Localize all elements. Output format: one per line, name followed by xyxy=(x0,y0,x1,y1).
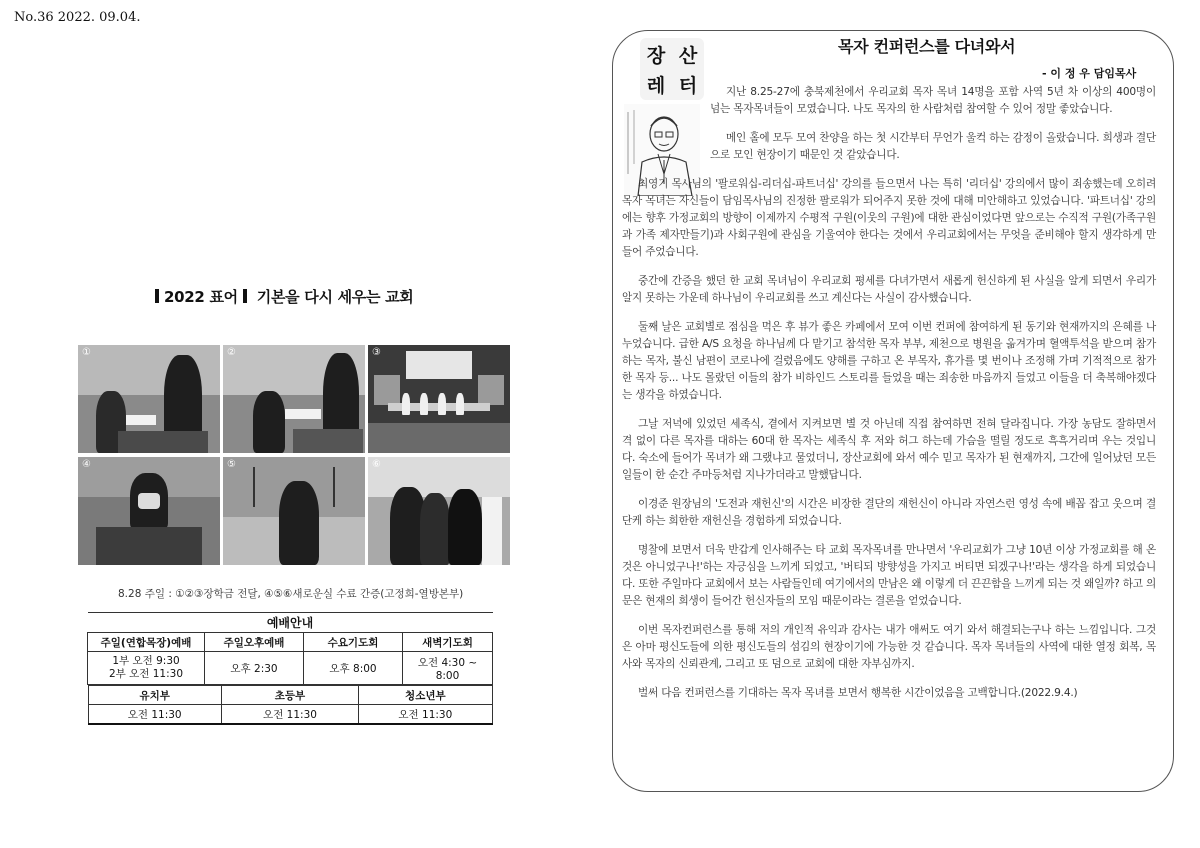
header-wednesday-prayer: 수요기도회 xyxy=(304,633,403,652)
paragraph: 중간에 간증을 했던 한 교회 목녀님이 우리교회 평세를 다녀가면서 새롭게 헌신하게 된 사실을 알게 되면서 우리가 알지 못하는 가운데 하나님이 우리교회를 쓰고 계신다는 사실이 감사했습니다. xyxy=(622,275,1156,304)
stamp-char: 장 xyxy=(646,44,666,67)
paragraph: 그날 저녁에 있었던 세족식, 곁에서 지켜보면 별 것 아닌데 직접 참여하면 전혀 달라집니다. 가장 농담도 잘하면서 격 없이 다른 목자를 대하는 60대 한 목자는 세족식 후 저와 허그 하는데 가슴을 떨릴 정도로 흑흑거리며 우는 것입니다. 숙소에 들어가 목녀가 왜 그랬냐고 물었더니, 장산교회에 와서 예수 믿고 목자가 된 현재까지, 그간에 일어났던 모든 일들이 한 순간 주마등처럼 지나가더라고 말했답니다. xyxy=(622,418,1156,481)
worship-title: 예배안내 xyxy=(88,613,493,633)
photo-label: ② xyxy=(227,347,236,358)
bar-mark-right xyxy=(243,289,247,303)
worship-schedule-table xyxy=(87,612,493,725)
paragraph: 지난 8.25-27에 충북제천에서 우리교회 목자 목녀 14명을 포함 사역 5년 차 이상의 400명이 넘는 목자목녀들이 모였습니다. 나도 목자의 한 사람처럼 참여할 수 있어 정말 좋았습니다. xyxy=(710,86,1156,115)
header-dawn-prayer: 새벽기도회 xyxy=(403,633,493,652)
dept-youth: 청소년부 xyxy=(359,686,492,705)
issue-line: No.36 2022. 09.04. xyxy=(14,10,141,25)
paragraph: 이번 목자컨퍼런스를 통해 저의 개인적 유익과 감사는 내가 애써도 여기 와서 해결되는구나 하는 느낌입니다. 그것은 아마 평신도들에 의한 평신도들의 섬김의 현장이기에 가능한 것 같습니다. 목자 목녀들의 사역에 대한 열정 회복, 목사와 목자의 신뢰관계, 그리고 또 덤으로 교회에 대한 자부심까지. xyxy=(622,624,1156,670)
paragraph: 벌써 다음 컨퍼런스를 기대하는 목자 목녀를 보면서 행복한 시간이었음을 고백합니다.(2022.9.4.) xyxy=(638,687,1078,699)
photo-caption: 8.28 주일 : ①②③장학금 전달, ④⑤⑥새로운실 수료 간증(고정희-열방본부) xyxy=(118,588,464,600)
dept-kindergarten-time: 오전 11:30 xyxy=(88,705,221,725)
sunday-second-service: 2부 오전 11:30 xyxy=(108,668,184,680)
photo-grid xyxy=(78,345,510,567)
column-article xyxy=(622,84,1156,714)
photo-stage xyxy=(368,345,510,453)
sunday-first-service: 1부 오전 9:30 xyxy=(112,655,180,667)
dept-elementary-time: 오전 11:30 xyxy=(221,705,358,725)
dawn-prayer-time: 오전 4:30 ~ 8:00 xyxy=(403,652,493,685)
sunday-service-times xyxy=(88,652,205,685)
stamp-char: 터 xyxy=(678,74,698,97)
stamp-char: 레 xyxy=(646,74,666,97)
paragraph: 둘째 날은 교회별로 점심을 먹은 후 뷰가 좋은 카페에서 모여 이번 컨퍼에 참여하게 된 동기와 현재까지의 은혜를 나누었습니다. 급한 A/S 요청을 하나님께 다 맡기고 참석한 목자 부부, 제천으로 병원을 옮겨가며 혈액투석을 받으며 참가하는 목자, 불신 남편이 코로나에 걸렸음에도 양해를 구하고 온 부목자, 휴가를 몇 번이나 조정해 가며 기적적으로 참가한 목자 등... 나도 몰랐던 이들의 참가 비하인드 스토리를 들었을 때는 죄송한 마음까지 들었고 이들을 더 축복해야겠다는 생각을 하였습니다. xyxy=(622,321,1156,401)
stamp-char: 산 xyxy=(678,44,698,67)
wednesday-prayer-time: 오후 8:00 xyxy=(304,652,403,685)
photo-label: ③ xyxy=(372,347,381,358)
paragraph: 메인 홀에 모두 모여 찬양을 하는 첫 시간부터 무언가 울컥 하는 감정이 올랐습니다. 희생과 결단으로 모인 현장이기 때문인 것 같았습니다. xyxy=(710,132,1156,161)
photo-scholarship-2 xyxy=(223,345,365,453)
photo-hug xyxy=(223,457,365,565)
header-sunday-afternoon: 주일오후예배 xyxy=(205,633,304,652)
paragraph: 이경준 원장님의 '도전과 재헌신'의 시간은 비장한 결단의 재헌신이 아니라 자연스런 영성 속에 배꼽 잡고 웃으며 결단케 하는 희한한 재헌신을 경험하게 되었습니다. xyxy=(622,498,1156,527)
paragraph: 최영기 목사님의 '팔로워십-리더십-파트너십' 강의를 들으면서 나는 특히 '리더십' 강의에서 많이 죄송했는데 오히려 목자 목녀는 자신들이 담임목사님의 진정한 팔로워가 되어주지 못한 것에 대해 미안해하고 있었습니다. '파트너십' 강의에는 향후 가정교회의 방향이 이제까지 수평적 구원(이웃의 구원)에 대한 관심이었다면 앞으로는 수직적 구원(가족구원과 가족 제자만들기)과 사회구원에 관심을 기울여야 한다는 것에서 우리교회에서는 무엇을 준비해야 할지 생각하게 만들어 주었습니다. xyxy=(622,178,1156,258)
photo-scholarship-1 xyxy=(78,345,220,453)
photo-group-embrace xyxy=(368,457,510,565)
bar-mark-left xyxy=(155,289,159,303)
photo-label: ④ xyxy=(82,459,91,470)
motto-year: 2022 표어 xyxy=(164,288,238,306)
photo-label: ⑥ xyxy=(372,459,381,470)
year-motto xyxy=(150,286,413,307)
paragraph: 명찰에 보면서 더욱 반갑게 인사해주는 타 교회 목자목녀를 만나면서 '우리교회가 그냥 10년 이상 가정교회를 해 온 것은 아니었구나!'하는 자긍심을 느끼게 되었고, '버티되 방향성을 가지고 버티면 되겠구나!'라는 생각을 하게 되었습니다. 또한 주일마다 교회에서 보는 사람들인데 여기에서의 만남은 왜 이렇게 더 끈끈함을 느끼게 되는 것 왜일까? 하고 의문은 현재의 희생이 들어간 헌신자들의 모임 때문이라는 결론을 얻었습니다. xyxy=(622,544,1157,607)
dept-youth-time: 오전 11:30 xyxy=(359,705,492,725)
motto-text: 기본을 다시 세우는 교회 xyxy=(256,288,414,306)
header-sunday-service: 주일(연합목장)예배 xyxy=(88,633,205,652)
dept-elementary: 초등부 xyxy=(221,686,358,705)
photo-label: ⑤ xyxy=(227,459,236,470)
column-title: 목자 컨퍼런스를 다녀와서 xyxy=(838,37,1016,56)
afternoon-service-time: 오후 2:30 xyxy=(205,652,304,685)
dept-kindergarten: 유치부 xyxy=(88,686,221,705)
department-table xyxy=(88,685,493,725)
photo-label: ① xyxy=(82,347,91,358)
photo-testimony-speaker xyxy=(78,457,220,565)
column-author: - 이 정 우 담임목사 xyxy=(1042,67,1137,80)
